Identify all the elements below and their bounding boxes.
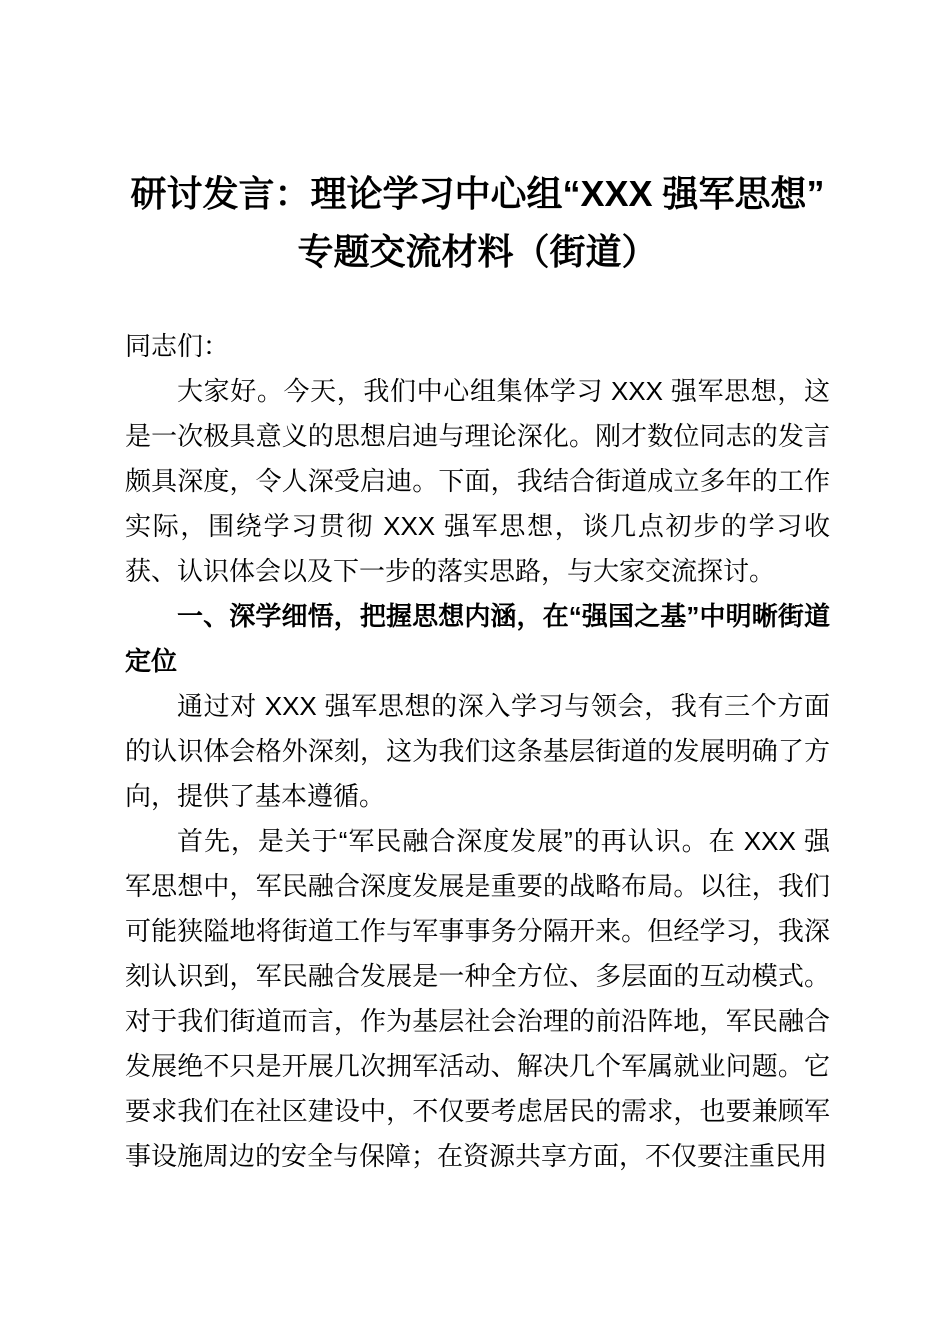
- salutation-line: 同志们：: [125, 331, 230, 361]
- section-heading-1: 一、深学细悟，把握思想内涵，在“强国之基”中明晰街道定位: [125, 601, 830, 676]
- paragraph-three-aspects: 通过对 XXX 强军思想的深入学习与领会，我有三个方面的认识体会格外深刻，这为我们这条基层街道的发展明确了方向，提供了基本遵循。: [125, 691, 830, 811]
- document-title: 研讨发言：理论学习中心组“XXX 强军思想”专题交流材料（街道）: [130, 173, 825, 272]
- paragraph-opening: 大家好。今天，我们中心组集体学习 XXX 强军思想，这是一次极具意义的思想启迪与理论深化。刚才数位同志的发言颇具深度，令人深受启迪。下面，我结合街道成立多年的工作实际，围绕学习贯彻 XXX 强军思想，谈几点初步的学习收获、认识体会以及下一步的落实思路，与大家交流探讨。: [125, 376, 830, 586]
- document-body: [125, 324, 830, 1179]
- paragraph-first-point: 首先，是关于“军民融合深度发展”的再认识。在 XXX 强军思想中，军民融合深度发展是重要的战略布局。以往，我们可能狭隘地将街道工作与军事事务分隔开来。但经学习，我深刻认识到，军民融合发展是一种全方位、多层面的互动模式。对于我们街道而言，作为基层社会治理的前沿阵地，军民融合发展绝不只是开展几次拥军活动、解决几个军属就业问题。它要求我们在社区建设中，不仅要考虑居民的需求，也要兼顾军事设施周边的安全与保障；在资源共享方面，不仅要注重民用: [125, 826, 830, 1171]
